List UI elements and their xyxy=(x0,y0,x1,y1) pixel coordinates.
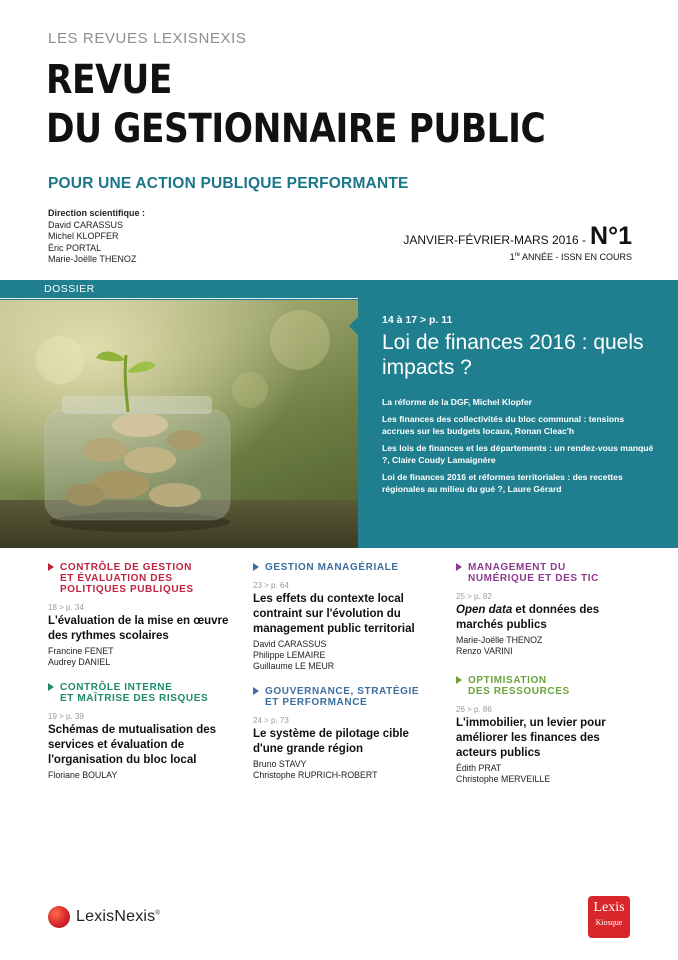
heading-line: GESTION MANAGÉRIALE xyxy=(265,562,399,573)
director-name: Marie-Joëlle THENOZ xyxy=(48,254,137,264)
lexisnexis-mark-icon xyxy=(48,906,70,928)
section-heading xyxy=(253,686,438,708)
author: Floriane BOULAY xyxy=(48,770,118,780)
publisher-name xyxy=(76,908,160,926)
publisher-text: LexisNexis xyxy=(76,908,156,925)
author: Bruno STAVY xyxy=(253,759,307,769)
article-pages: 24 > p. 73 xyxy=(253,716,289,725)
triangle-right-icon xyxy=(253,687,259,695)
article-title: L'évaluation de la mise en œuvre des rythmes scolaires xyxy=(48,615,229,642)
section-heading xyxy=(253,562,438,573)
journal-title xyxy=(46,56,545,154)
author: Guillaume LE MEUR xyxy=(253,661,335,671)
heading-line: CONTRÔLE DE GESTION xyxy=(60,562,192,573)
dossier-article-list xyxy=(382,396,654,500)
heading-line: ET MAÎTRISE DES RISQUES xyxy=(60,693,209,704)
article-pages: 23 > p. 64 xyxy=(253,581,289,590)
section-controle-gestion xyxy=(48,562,233,668)
heading-line: OPTIMISATION xyxy=(468,675,547,686)
registered-mark: ® xyxy=(155,910,160,917)
triangle-right-icon xyxy=(253,563,259,571)
section-gouvernance xyxy=(253,686,438,781)
triangle-right-icon xyxy=(48,683,54,691)
series-label: LES REVUES LEXISNEXIS xyxy=(48,30,247,47)
issue-date: JANVIER-FÉVRIER-MARS 2016 - xyxy=(403,233,587,247)
article-title xyxy=(456,603,641,633)
section-heading xyxy=(48,562,233,595)
dossier-label: DOSSIER xyxy=(44,283,95,295)
heading-line: GOUVERNANCE, STRATÉGIE xyxy=(265,686,420,697)
dossier-pages: 14 à 17 > p. 11 xyxy=(382,314,453,326)
article-authors xyxy=(456,635,641,657)
kiosque-line2: Kiosque xyxy=(595,918,623,927)
article-authors xyxy=(253,639,438,672)
article-title-rest: et données des marchés publics xyxy=(456,604,600,631)
section-heading xyxy=(456,675,641,697)
dossier-article: Loi de finances 2016 et réformes territoriales : des recettes régionales au milieu du gué ?, Laure Gérard xyxy=(382,472,623,494)
author: David CARASSUS xyxy=(253,639,327,649)
article-authors xyxy=(456,763,641,785)
issue-year-sup: re xyxy=(514,252,520,258)
article-title-italic: Open data xyxy=(456,604,513,616)
column-2 xyxy=(253,562,438,789)
section-heading xyxy=(456,562,641,584)
author: Christophe RUPRICH-ROBERT xyxy=(253,770,378,780)
section-optimisation xyxy=(456,675,641,785)
issue-year-rest: ANNÉE - ISSN EN COURS xyxy=(519,252,632,262)
coin-jar-illustration xyxy=(0,300,358,548)
column-3 xyxy=(456,562,641,793)
article-pages: 26 > p. 86 xyxy=(456,705,492,714)
dossier-article: La réforme de la DGF, Michel Klopfer xyxy=(382,397,532,407)
author: Édith PRAT xyxy=(456,763,502,773)
lexis-kiosque-badge xyxy=(588,896,630,938)
issue-year xyxy=(403,252,632,262)
section-management-numerique xyxy=(456,562,641,657)
journal-title-line1: REVUE xyxy=(46,57,172,103)
issue-year-num: 1 xyxy=(509,252,515,262)
heading-line: MANAGEMENT DU xyxy=(468,562,566,573)
direction-scientifique xyxy=(48,208,145,266)
heading-line: ET ÉVALUATION DES xyxy=(60,573,173,584)
heading-line: ET PERFORMANCE xyxy=(265,697,368,708)
section-heading xyxy=(48,682,233,704)
triangle-right-icon xyxy=(48,563,54,571)
author: Renzo VARINI xyxy=(456,646,513,656)
section-controle-interne xyxy=(48,682,233,781)
director-name: David CARASSUS xyxy=(48,219,124,230)
heading-line: NUMÉRIQUE ET DES TIC xyxy=(468,573,599,584)
section-gestion-manageriale xyxy=(253,562,438,672)
author: Audrey DANIEL xyxy=(48,657,111,667)
journal-title-line2: DU GESTIONNAIRE PUBLIC xyxy=(46,106,546,152)
direction-label: Direction scientifique : xyxy=(48,208,146,218)
article-authors xyxy=(48,646,233,668)
issue-info xyxy=(403,222,632,262)
article-pages: 19 > p. 39 xyxy=(48,712,84,721)
article-authors xyxy=(253,759,438,781)
triangle-right-icon xyxy=(456,563,462,571)
dossier-article: Les lois de finances et les départements : un rendez-vous manqué ?, Claire Coudy Lamaignère xyxy=(382,443,654,465)
article-authors xyxy=(48,770,233,781)
author: Christophe MERVEILLE xyxy=(456,774,551,784)
journal-subtitle: POUR UNE ACTION PUBLIQUE PERFORMANTE xyxy=(48,175,409,192)
article-title: Le système de pilotage cible d'une grande région xyxy=(253,728,409,755)
article-title: Les effets du contexte local contraint sur l'évolution du management public territorial xyxy=(253,593,415,635)
director-name: Michel KLOPFER xyxy=(48,231,119,241)
dossier-title: Loi de finances 2016 : quels impacts ? xyxy=(382,331,644,379)
coin-jar-photo xyxy=(0,300,358,548)
author: Marie-Joëlle THENOZ xyxy=(456,635,543,645)
heading-line: DES RESSOURCES xyxy=(468,686,570,697)
dossier-notch xyxy=(349,316,359,336)
article-pages: 18 > p. 34 xyxy=(48,603,84,612)
heading-line: POLITIQUES PUBLIQUES xyxy=(60,584,194,595)
column-1 xyxy=(48,562,233,789)
author: Francine FENET xyxy=(48,646,114,656)
kiosque-line1: Lexis xyxy=(593,900,625,915)
heading-line: CONTRÔLE INTERNE xyxy=(60,682,173,693)
dossier-rule xyxy=(0,298,358,299)
article-title: L'immobilier, un levier pour améliorer les finances des acteurs publics xyxy=(456,717,606,759)
article-pages: 25 > p. 82 xyxy=(456,592,492,601)
lexisnexis-logo xyxy=(48,906,160,928)
triangle-right-icon xyxy=(456,676,462,684)
issue-number: N°1 xyxy=(590,222,632,250)
director-name: Éric PORTAL xyxy=(48,242,102,253)
author: Philippe LEMAIRE xyxy=(253,650,326,660)
dossier-article: Les finances des collectivités du bloc communal : tensions accrues sur les budgets locaux, Ronan Cleac'h xyxy=(382,414,625,436)
article-title: Schémas de mutualisation des services et évaluation de l'organisation du bloc local xyxy=(48,724,217,766)
